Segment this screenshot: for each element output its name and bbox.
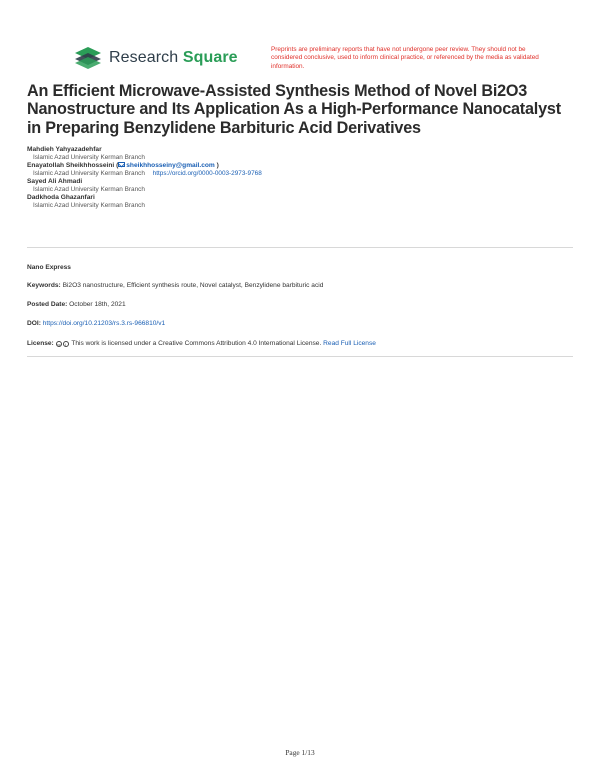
- keywords-value: Bi2O3 nanostructure, Efficient synthesis route, Novel catalyst, Benzylidene barbituric acid: [62, 282, 324, 289]
- license-text: This work is licensed under a Creative Commons Attribution 4.0 International License.: [71, 340, 322, 347]
- doi-link[interactable]: https://doi.org/10.21203/rs.3.rs-966810/v1: [42, 320, 166, 327]
- author-list: [27, 146, 567, 210]
- paren-close: ): [214, 162, 219, 169]
- author-entry: [27, 178, 567, 194]
- corresponding-author-line: [27, 162, 567, 170]
- preprint-disclaimer: Preprints are preliminary reports that have not undergone peer review. They should not be considered conclusive, used to inform clinical practice, or referenced by the media as validated information.: [271, 46, 539, 70]
- author-affiliation-line: [27, 170, 567, 178]
- page-number: Page 1/13: [285, 748, 315, 757]
- license-row: [27, 340, 376, 348]
- logo-word-research: Research: [109, 49, 179, 66]
- license-label: License:: [27, 340, 54, 347]
- research-square-logo[interactable]: [73, 47, 238, 69]
- author-entry: [27, 194, 567, 210]
- author-entry: [27, 162, 567, 178]
- author-name[interactable]: Sayed Ali Ahmadi: [27, 178, 83, 185]
- cc-license-icon: cc: [56, 342, 61, 347]
- posted-date-label: Posted Date:: [27, 301, 68, 308]
- author-name[interactable]: Enayatollah Sheikhhosseini: [27, 162, 115, 169]
- author-name[interactable]: Mahdieh Yahyazadehfar: [27, 146, 102, 153]
- author-entry: [27, 146, 567, 162]
- author-name[interactable]: Dadkhoda Ghazanfari: [27, 194, 95, 201]
- author-affiliation: Islamic Azad University Kerman Branch: [33, 186, 145, 193]
- author-affiliation: Islamic Azad University Kerman Branch: [33, 202, 145, 209]
- paren-open: (: [116, 162, 119, 169]
- email-icon: [118, 162, 125, 167]
- paper-title: An Efficient Microwave-Assisted Synthesis Method of Novel Bi2O3 Nanostructure and Its Application As a High-Performance Nanocatalyst in Preparing Benzylidene Barbituric Acid Derivatives: [27, 82, 561, 137]
- author-affiliation: Islamic Azad University Kerman Branch: [33, 154, 145, 161]
- doi-row: [27, 320, 165, 328]
- section-divider: [27, 247, 573, 248]
- section-divider: [27, 356, 573, 357]
- author-email-link[interactable]: sheikhhosseiny@gmail.com: [126, 162, 215, 169]
- research-square-logo-icon: [73, 47, 103, 69]
- doi-label: DOI:: [27, 320, 41, 327]
- posted-date-value: October 18th, 2021: [69, 301, 126, 308]
- keywords-label: Keywords:: [27, 282, 61, 289]
- journal-name: [27, 264, 71, 272]
- author-affiliation: Islamic Azad University Kerman Branch: [33, 170, 145, 177]
- keywords-row: [27, 282, 323, 290]
- orcid-link[interactable]: https://orcid.org/0000-0003-2973-9768: [152, 170, 262, 177]
- read-full-license-link[interactable]: Read Full License: [323, 340, 376, 347]
- posted-date-row: [27, 301, 126, 309]
- cc-by-icon: i: [63, 341, 69, 347]
- logo-word-square: Square: [182, 49, 238, 66]
- logo-wordmark: [109, 49, 238, 67]
- journal-label: Nano Express: [27, 264, 71, 271]
